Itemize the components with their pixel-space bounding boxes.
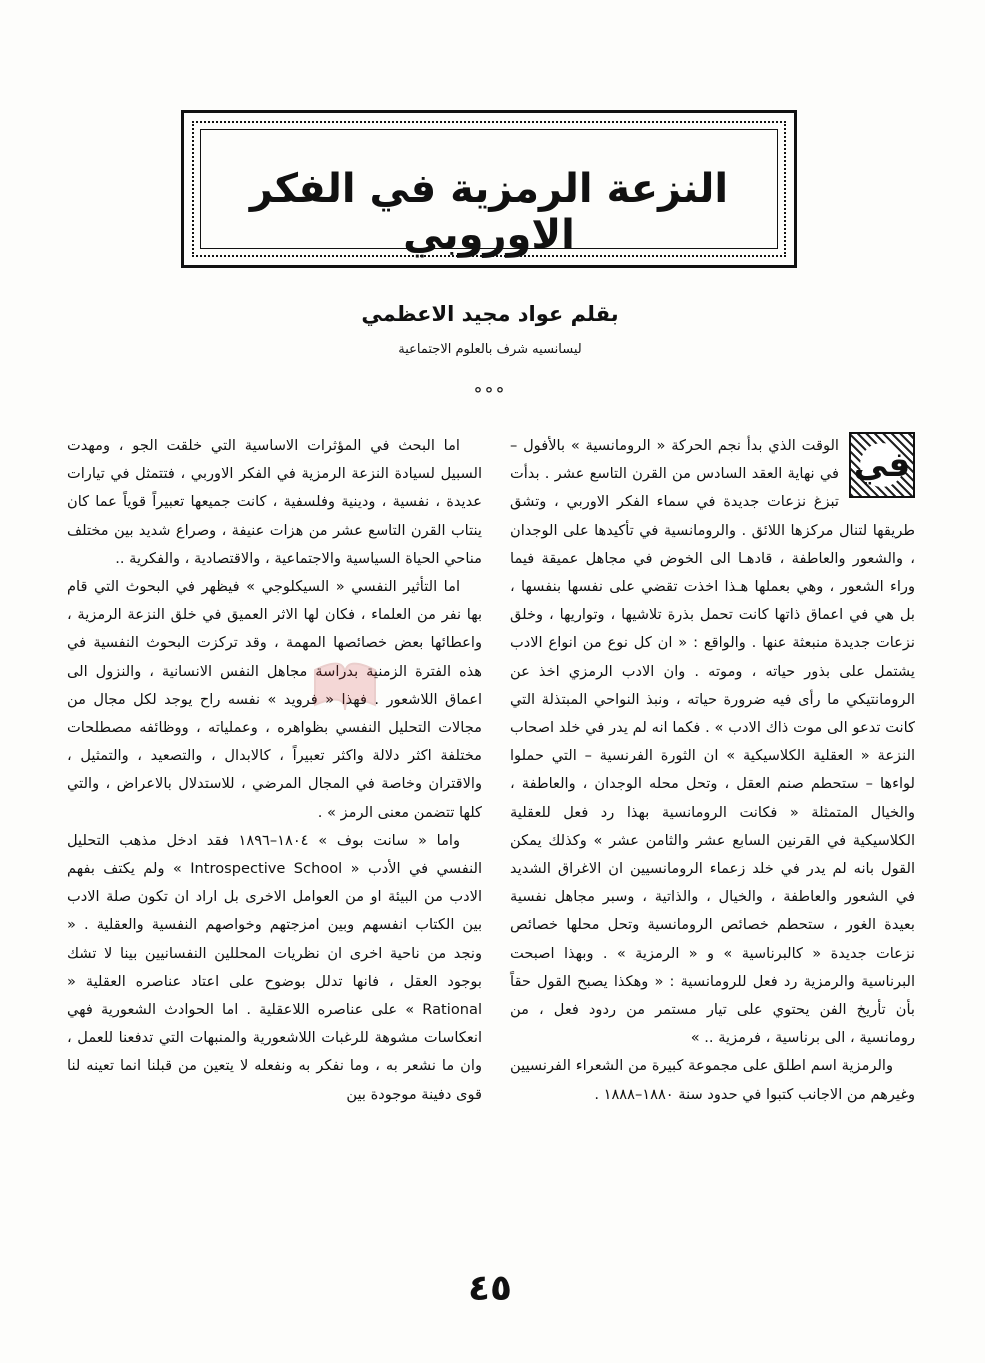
right-column	[510, 432, 915, 1109]
section-separator: °°°	[473, 384, 507, 405]
paragraph: اما البحث في المؤثرات الاساسية التي خلقت الجو ، ومهدت السبيل لسيادة النزعة الرمزية في الفكر الاوربي ، فتتمثل في تيارات عديدة ، نفسية ، ودينية وفلسفية ، كانت جميعها تعبيراً قوياً عما كان ينتاب القرن التاسع عشر من هزات عنيفة ، وصراع شديد بين مختلف مناحي الحياة السياسية والاجتماعية ، والاقتصادية ، والفكرية ..	[67, 437, 482, 567]
article-title: النزعة الرمزية في الفكر الاوروبي	[249, 166, 729, 258]
paragraph: الوقت الذي بدأ نجم الحركة « الرومانسية » بالأفول – في نهاية العقد السادس من القرن التاسع عشر . بدأت تبزغ نزعات جديدة في سماء الفكر الاوربي ، وتشق طريقها لتنال مركزها اللائق . والرومانسية في تأكيدها على الوجدان ، والشعور والعاطفة ، قادهـا الى الخوض في مجاهل عميقة فيما وراء الشعور ، وهي بعملها هـذا اخذت تقضي على نفسها بنفسها ، بل هي في اعماق ذاتها كانت تحمل بذرة تلاشيها ، وتواريها ، وخلق نزعات جديدة منبعثة عنها . والواقع : « ان كل نوع من انواع الادب يشتمل على بذور حياته ، وموته . وان الادب الرمزي اخذ عن الرومانتيكي ما رأى فيه ضرورة حياته ، ونبذ النواحي المبتذلة التي كانت تدعو الى موت ذاك الادب » . فكما انه لم يدر في خلد اصحاب النزعة « العقلية الكلاسيكية » ان الثورة الفرنسية – التي حملوا لواءها – ستحطم صنم العقل ، وتحل محله الوجدان ، والعاطفة ، والخيال المتمثلة « فكانت الرومانسية بهذا رد فعل للعقلية الكلاسيكية في القرنين السابع عشر والثامن عشر » وكذلك يمكن القول بانه لم يدر في خلد زعماء الرومانسيين ان الاغراق الشديد في الشعور والعاطفة ، والخيال ، والذاتية ، وسبر مجاهل نفسية بعيدة الغور ، ستحطم خصائص الرومانسية وتحل محلها خصائص نزعات جديدة « كالبرناسية » و « الرمزية » . وبهذا اصبحت البرناسية والرمزية رد فعل للرومانسية : « وهكذا يصبح القول حقاً بأن تأريخ الفن يحتوي على تيار مستمر من ردود فعل ، من رومانسية ، الى برناسية ، فرمزية .. »	[510, 437, 915, 1047]
author-affiliation: ليسانسيه شرف بالعلوم الاجتماعية	[398, 342, 582, 357]
paragraph: اما التأثير النفسي « السيكلوجي » فيظهر في البحوث التي قام بها نفر من العلماء ، فكان لها الاثر العميق في خلق النزعة الرمزية ، واعطائها بعض خصائصها المهمة ، وقد تركزت البحوث النفسية في هذه الفترة الزمنية بدراسة مجاهل النفس الانسانية ، والنزول الى اعماق اللاشعور . فهذا « فرويد » نفسه راح يوجد لكل مجال من مجالات التحليل النفسي بظواهره ، وعملياته ، ووظائفه مصطلحات مختلفة اكثر دلالة واكثر تعبيراً ، كالابدال ، والتصعيد ، والتمثيل ، والاقتران وخاصة في المجال المرضي ، للاستدلال بالاعراض ، والتي كلها تتضمن معنى الرمز » .	[67, 578, 482, 821]
left-column	[67, 432, 482, 1109]
paragraph: واما « سانت بوف » ١٨٠٤–١٨٩٦ فقد ادخل مذهب التحليل النفسي في الأدب « Introspective School » ولم يكتف بفهم الادب من البيئة او من العوامل الاخرى بل اراد ان تكون صلة الادب بين الكتاب انفسهم وبين امزجتهم وخواصهم النفسية والعقلية . « ونجد من ناحية اخرى ان نظريات المحللين النفسانيين بينا لا تشك بوجود العقل ، فانها تدلل بوضوح على اعتاد عناصره العقلية « Rational » على عناصره اللاعقلية . اما الحوادث الشعورية فهي انعكاسات مشوهة للرغبات اللاشعورية والمنبهات التي تدفعنا للعمل ، وان ما نشعر به ، وما نفكر به ونفعله لا يتعين من قبلنا انما تعينه لنا قوى دفينة موجودة بين	[67, 831, 482, 1103]
page-number: ٤٥	[468, 1268, 512, 1309]
dropcap-letter: في	[860, 443, 904, 487]
author-byline: بقلم عواد مجيد الاعظمي	[361, 302, 619, 326]
paragraph: والرمزية اسم اطلق على مجموعة كبيرة من الشعراء الفرنسيين وغيرهم من الاجانب كتبوا في حدود سنة ١٨٨٠–١٨٨٨ .	[510, 1057, 915, 1103]
dropcap-ornament	[849, 432, 915, 498]
